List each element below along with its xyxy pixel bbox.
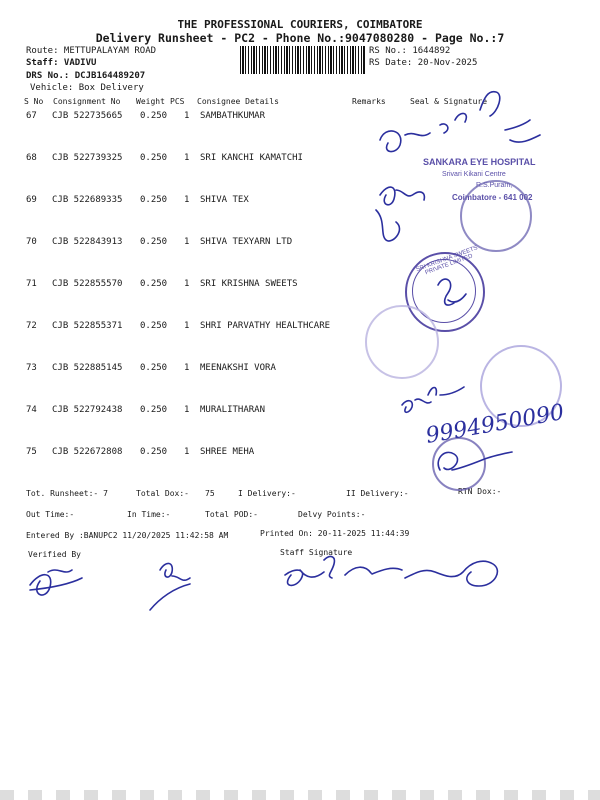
row-weight: 0.250	[140, 237, 168, 247]
row-consignment: CJB 522855570	[52, 279, 123, 289]
row-sno: 70	[26, 237, 37, 247]
rs-date: RS Date: 20-Nov-2025	[369, 58, 478, 68]
total-pod: Total POD:-	[205, 510, 258, 519]
row-weight: 0.250	[140, 405, 168, 415]
row-pcs: 1	[184, 447, 190, 457]
total-dox-label: Total Dox:-	[136, 489, 189, 498]
out-time: Out Time:-	[26, 510, 75, 519]
sankara-stamp-line1: SANKARA EYE HOSPITAL	[423, 157, 536, 167]
row-sno: 67	[26, 111, 37, 121]
col-weight: Weight	[136, 97, 165, 106]
row-consignee: SAMBATHKUMAR	[200, 111, 266, 121]
verified-by-label: Verified By	[28, 550, 81, 559]
col-seal-signature: Seal & Signature	[410, 97, 488, 106]
sankara-stamp-line4: Coimbatore - 641 002	[452, 193, 533, 202]
col-consignee: Consignee Details	[197, 97, 279, 106]
row-consignee: SHREE MEHA	[200, 447, 255, 457]
delvy-points: Delvy Points:-	[298, 510, 366, 519]
company-title: THE PROFESSIONAL COURIERS, COIMBATORE	[177, 18, 423, 31]
row-consignment: CJB 522735665	[52, 111, 123, 121]
i-delivery: I Delivery:-	[238, 489, 296, 498]
signature-75	[438, 452, 512, 470]
sankara-stamp-line2: Srivari Kikani Centre	[442, 171, 506, 178]
row-sno: 75	[26, 447, 37, 457]
row-pcs: 1	[184, 363, 190, 373]
scan-edge-artifact	[0, 790, 600, 800]
row-consignment: CJB 522672808	[52, 447, 123, 457]
staff-signature	[285, 557, 497, 586]
row-pcs: 1	[184, 321, 190, 331]
row-weight: 0.250	[140, 363, 168, 373]
row-consignment: CJB 522689335	[52, 195, 123, 205]
verified-signature-1	[30, 570, 82, 595]
row-weight: 0.250	[140, 195, 168, 205]
entered-by: Entered By :BANUPC2 11/20/2025 11:42:58 AM	[26, 531, 229, 540]
col-consignment: Consignment No	[53, 97, 121, 106]
handwritten-phone: 9994950090	[423, 400, 567, 449]
signature-74	[402, 387, 464, 412]
row-pcs: 1	[184, 195, 190, 205]
row-sno: 68	[26, 153, 37, 163]
row-consignee: SHRI PARVATHY HEALTHCARE	[200, 321, 331, 331]
row-consignment: CJB 522739325	[52, 153, 123, 163]
row-consignee: SRI KRISHNA SWEETS	[200, 279, 298, 289]
row-sno: 69	[26, 195, 37, 205]
row-weight: 0.250	[140, 447, 168, 457]
row-consignment: CJB 522792438	[52, 405, 123, 415]
row-consignee: MEENAKSHI VORA	[200, 363, 276, 373]
col-remarks: Remarks	[352, 97, 386, 106]
row-pcs: 1	[184, 279, 190, 289]
row-sno: 73	[26, 363, 37, 373]
total-dox-value: 75	[205, 489, 215, 498]
row-consignee: SRI KANCHI KAMATCHI	[200, 153, 303, 163]
total-runsheet: Tot. Runsheet:- 7	[26, 489, 108, 498]
verified-signature-2	[150, 563, 190, 610]
row-consignment: CJB 522843913	[52, 237, 123, 247]
row-consignee: SHIVA TEXYARN LTD	[200, 237, 293, 247]
row-pcs: 1	[184, 153, 190, 163]
rtn-dox: RTN Dox:-	[458, 487, 502, 496]
row-weight: 0.250	[140, 321, 168, 331]
runsheet-subtitle: Delivery Runsheet - PC2 - Phone No.:9047080280 - Page No.:7	[95, 31, 505, 45]
row-weight: 0.250	[140, 279, 168, 289]
route-label: Route: METTUPALAYAM ROAD	[26, 46, 157, 56]
staff-label: Staff: VADIVU	[26, 58, 97, 68]
col-pcs: PCS	[170, 97, 185, 106]
row-consignment: CJB 522855371	[52, 321, 123, 331]
signature-67	[380, 92, 540, 152]
row-pcs: 1	[184, 405, 190, 415]
row-consignee: MURALITHARAN	[200, 405, 266, 415]
row-consignee: SHIVA TEX	[200, 195, 249, 205]
sweets-stamp-text: SRI KRISHNA SWEETS PRIVATE LIMITED	[415, 245, 479, 277]
row-pcs: 1	[184, 111, 190, 121]
rs-number: RS No.: 1644892	[369, 46, 451, 56]
row-pcs: 1	[184, 237, 190, 247]
row-sno: 71	[26, 279, 37, 289]
row-weight: 0.250	[140, 153, 168, 163]
staff-signature-label: Staff Signature	[280, 548, 353, 557]
row-sno: 72	[26, 321, 37, 331]
signature-71	[438, 279, 466, 305]
col-sno: S No	[24, 97, 44, 106]
row-sno: 74	[26, 405, 37, 415]
sankara-stamp-line3: R.S.Puram,	[476, 182, 513, 189]
in-time: In Time:-	[127, 510, 171, 519]
signature-69	[376, 187, 424, 241]
vehicle-label: Vehicle: Box Delivery	[30, 83, 144, 93]
row-consignment: CJB 522885145	[52, 363, 123, 373]
printed-on: Printed On: 20-11-2025 11:44:39	[260, 529, 410, 538]
drs-number: DRS No.: DCJB164489207	[26, 71, 146, 81]
ii-delivery: II Delivery:-	[346, 489, 409, 498]
row-weight: 0.250	[140, 111, 168, 121]
